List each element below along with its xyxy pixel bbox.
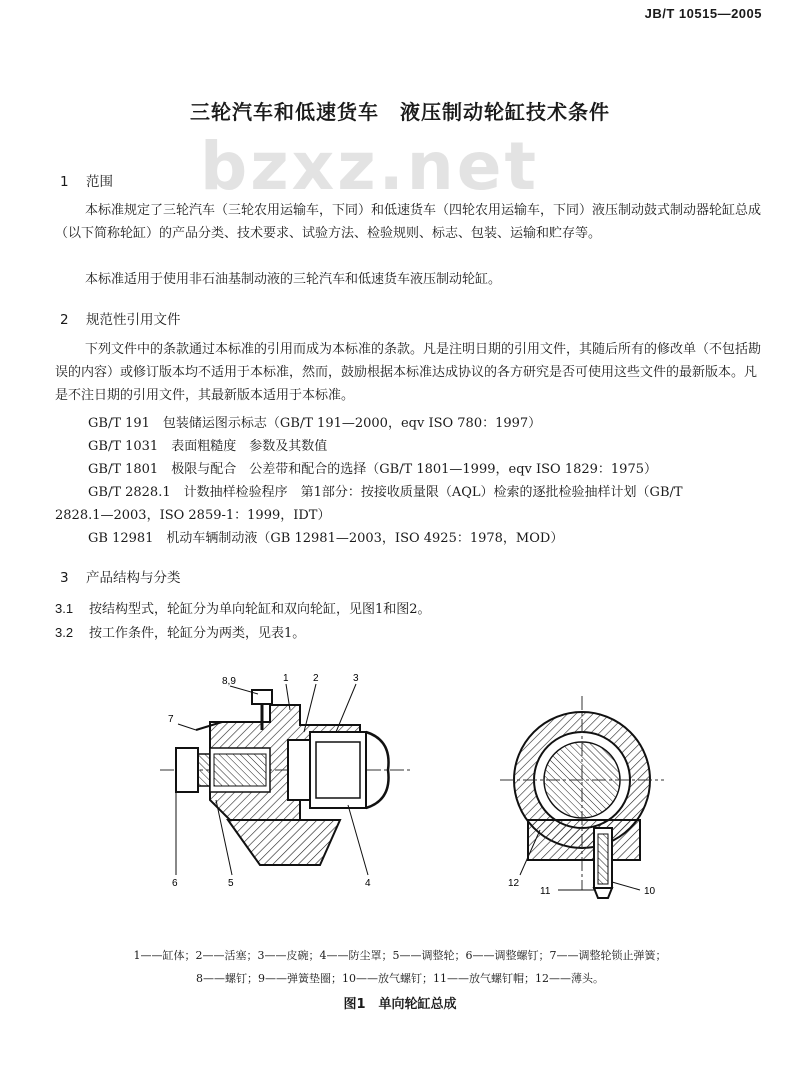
- document-title: 三轮汽车和低速货车 液压制动轮缸技术条件: [190, 100, 610, 124]
- clause-3-2: [55, 622, 305, 641]
- callout-label: 1: [283, 673, 289, 684]
- section-2-number: 2: [60, 312, 69, 328]
- callout-label: 2: [313, 673, 319, 684]
- section-3-number: 3: [60, 570, 69, 586]
- figure-caption: 图1 单向轮缸总成: [343, 997, 457, 1012]
- single-wheel-cylinder-section: [160, 684, 410, 875]
- standard-number: JB/T 10515—2005: [644, 6, 762, 21]
- reference-item: GB/T 191 包装储运图示标志（GB/T 191—2000，eqv ISO 780：1997）: [88, 416, 542, 431]
- callout-label: 4: [365, 878, 371, 889]
- callout-label: 12: [508, 878, 520, 889]
- figure-legend-line-1: 1——缸体；2——活塞；3——皮碗；4——防尘罩；5——调整轮；6——调整螺钉；7——调整轮锁止弹簧；: [133, 949, 667, 962]
- wheel-cylinder-end-view: [500, 696, 664, 898]
- reference-item: GB/T 1031 表面粗糙度 参数及其数值: [88, 439, 328, 454]
- section-1-paragraph-2: 本标准适用于使用非石油基制动液的三轮汽车和低速货车液压制动轮缸。: [85, 272, 502, 287]
- callout-label: 11: [540, 886, 551, 897]
- reference-item: GB/T 1801 极限与配合 公差带和配合的选择（GB/T 1801—1999，eqv ISO 1829：1975）: [88, 462, 657, 477]
- section-1-paragraph-1: 本标准规定了三轮汽车（三轮农用运输车，下同）和低速货车（四轮农用运输车，下同）液压制动鼓式制动器轮缸总成（以下简称轮缸）的产品分类、技术要求、试验方法、检验规则、标志、包装、运输和贮存等。: [55, 203, 762, 241]
- section-3-title: 产品结构与分类: [86, 570, 181, 586]
- section-1-title: 范围: [86, 174, 113, 190]
- clause-number: 3.1: [55, 601, 74, 616]
- watermark: bzxz.net: [200, 128, 540, 205]
- section-1-number: 1: [60, 174, 69, 190]
- reference-item: GB/T 2828.1 计数抽样检验程序 第1部分：按接收质量限（AQL）检索的逐批检验抽样计划（GB/T: [88, 485, 683, 500]
- clause-text: 按工作条件，轮缸分为两类，见表1。: [89, 626, 306, 641]
- callout-label: 8,9: [222, 676, 236, 687]
- callout-label: 6: [172, 878, 178, 889]
- clause-text: 按结构型式，轮缸分为单向轮缸和双向轮缸，见图1和图2。: [89, 602, 431, 617]
- section-1-heading: [60, 170, 113, 190]
- figure-legend-line-2: 8——螺钉；9——弹簧垫圈；10——放气螺钉；11——放气螺钉帽；12——薄头。: [196, 972, 604, 985]
- reference-item-continued: 2828.1—2003，ISO 2859-1：1999，IDT）: [55, 508, 331, 523]
- callout-label: 5: [228, 878, 234, 889]
- callout-label: 3: [353, 673, 359, 684]
- clause-3-1: [55, 598, 431, 617]
- section-2-heading: [60, 308, 181, 328]
- section-2-intro: 下列文件中的条款通过本标准的引用而成为本标准的条款。凡是注明日期的引用文件，其随后所有的修改单（不包括勘误的内容）或修订版本均不适用于本标准，然而，鼓励根据本标准达成协议的各方研究是否可使用这些文件的最新版本。凡是不注日期的引用文件，其最新版本适用于本标准。: [55, 342, 762, 403]
- callout-label: 10: [644, 886, 656, 897]
- figure-1-drawing: [0, 670, 800, 940]
- clause-number: 3.2: [55, 625, 74, 640]
- reference-item: GB 12981 机动车辆制动液（GB 12981—2003，ISO 4925：1978，MOD）: [88, 531, 564, 546]
- callout-label: 7: [168, 714, 174, 725]
- section-2-title: 规范性引用文件: [86, 312, 181, 328]
- section-3-heading: [60, 566, 181, 586]
